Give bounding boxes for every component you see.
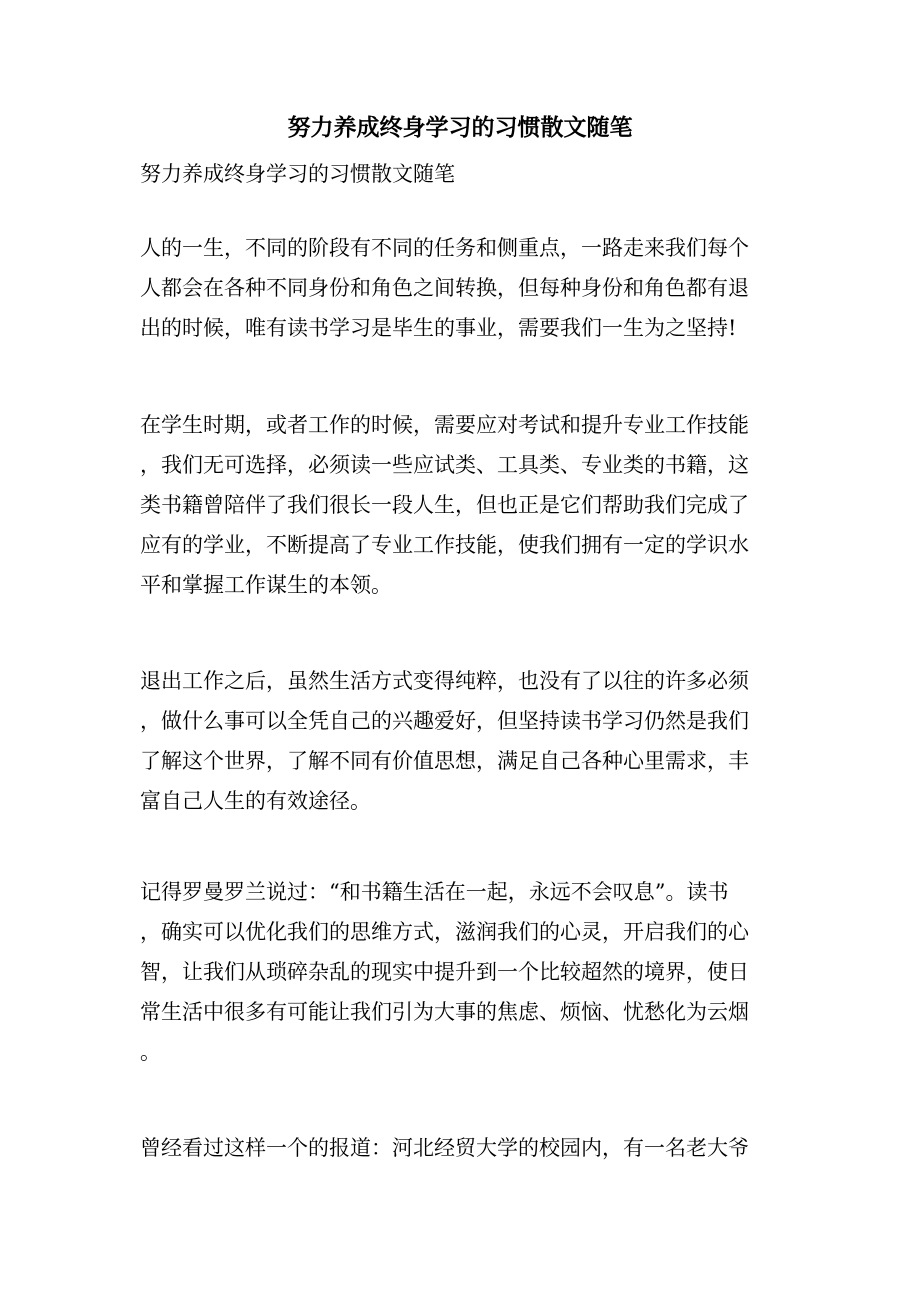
paragraph-line: 类书籍曾陪伴了我们很长一段人生，但也正是它们帮助我们完成了 [140, 493, 749, 517]
paragraph-line: 常生活中很多有可能让我们引为大事的焦虑、烦恼、忧愁化为云烟 [140, 1000, 749, 1024]
document-subtitle: 努力养成终身学习的习惯散文随笔 [140, 162, 455, 186]
paragraph-3 [140, 661, 780, 821]
paragraph-line: 记得罗曼罗兰说过：“和书籍生活在一起，永远不会叹息”。读书 [140, 880, 729, 904]
paragraph-line: ，确实可以优化我们的思维方式，滋润我们的心灵，开启我们的心 [140, 920, 749, 944]
paragraph-line: ，我们无可选择，必须读一些应试类、工具类、专业类的书籍，这 [140, 453, 749, 477]
paragraph-line: 应有的学业，不断提高了专业工作技能，使我们拥有一定的学识水 [140, 533, 749, 557]
paragraph-line: 出的时候，唯有读书学习是毕生的事业，需要我们一生为之坚持! [140, 316, 737, 340]
paragraph-line: 平和掌握工作谋生的本领。 [140, 573, 392, 597]
paragraph-5 [140, 1128, 780, 1168]
paragraph-line: 智，让我们从琐碎杂乱的现实中提升到一个比较超然的境界，使日 [140, 960, 749, 984]
paragraph-line: ，做什么事可以全凭自己的兴趣爱好，但坚持读书学习仍然是我们 [140, 709, 749, 733]
paragraph-line: 富自己人生的有效途径。 [140, 789, 371, 813]
paragraph-line: 。 [140, 1040, 161, 1064]
paragraph-line: 了解这个世界，了解不同有价值思想，满足自己各种心里需求，丰 [140, 749, 749, 773]
paragraph-2 [140, 405, 780, 605]
paragraph-1 [140, 228, 780, 348]
paragraph-line: 人的一生，不同的阶段有不同的任务和侧重点，一路走来我们每个 [140, 236, 749, 260]
paragraph-line: 曾经看过这样一个的报道：河北经贸大学的校园内，有一名老大爷 [140, 1136, 749, 1160]
paragraph-4 [140, 872, 780, 1072]
page-title: 努力养成终身学习的习惯散文随笔 [287, 114, 633, 141]
paragraph-line: 在学生时期，或者工作的时候，需要应对考试和提升专业工作技能 [140, 413, 749, 437]
paragraph-line: 人都会在各种不同身份和角色之间转换，但每种身份和角色都有退 [140, 276, 749, 300]
paragraph-line: 退出工作之后，虽然生活方式变得纯粹，也没有了以往的许多必须 [140, 669, 749, 693]
